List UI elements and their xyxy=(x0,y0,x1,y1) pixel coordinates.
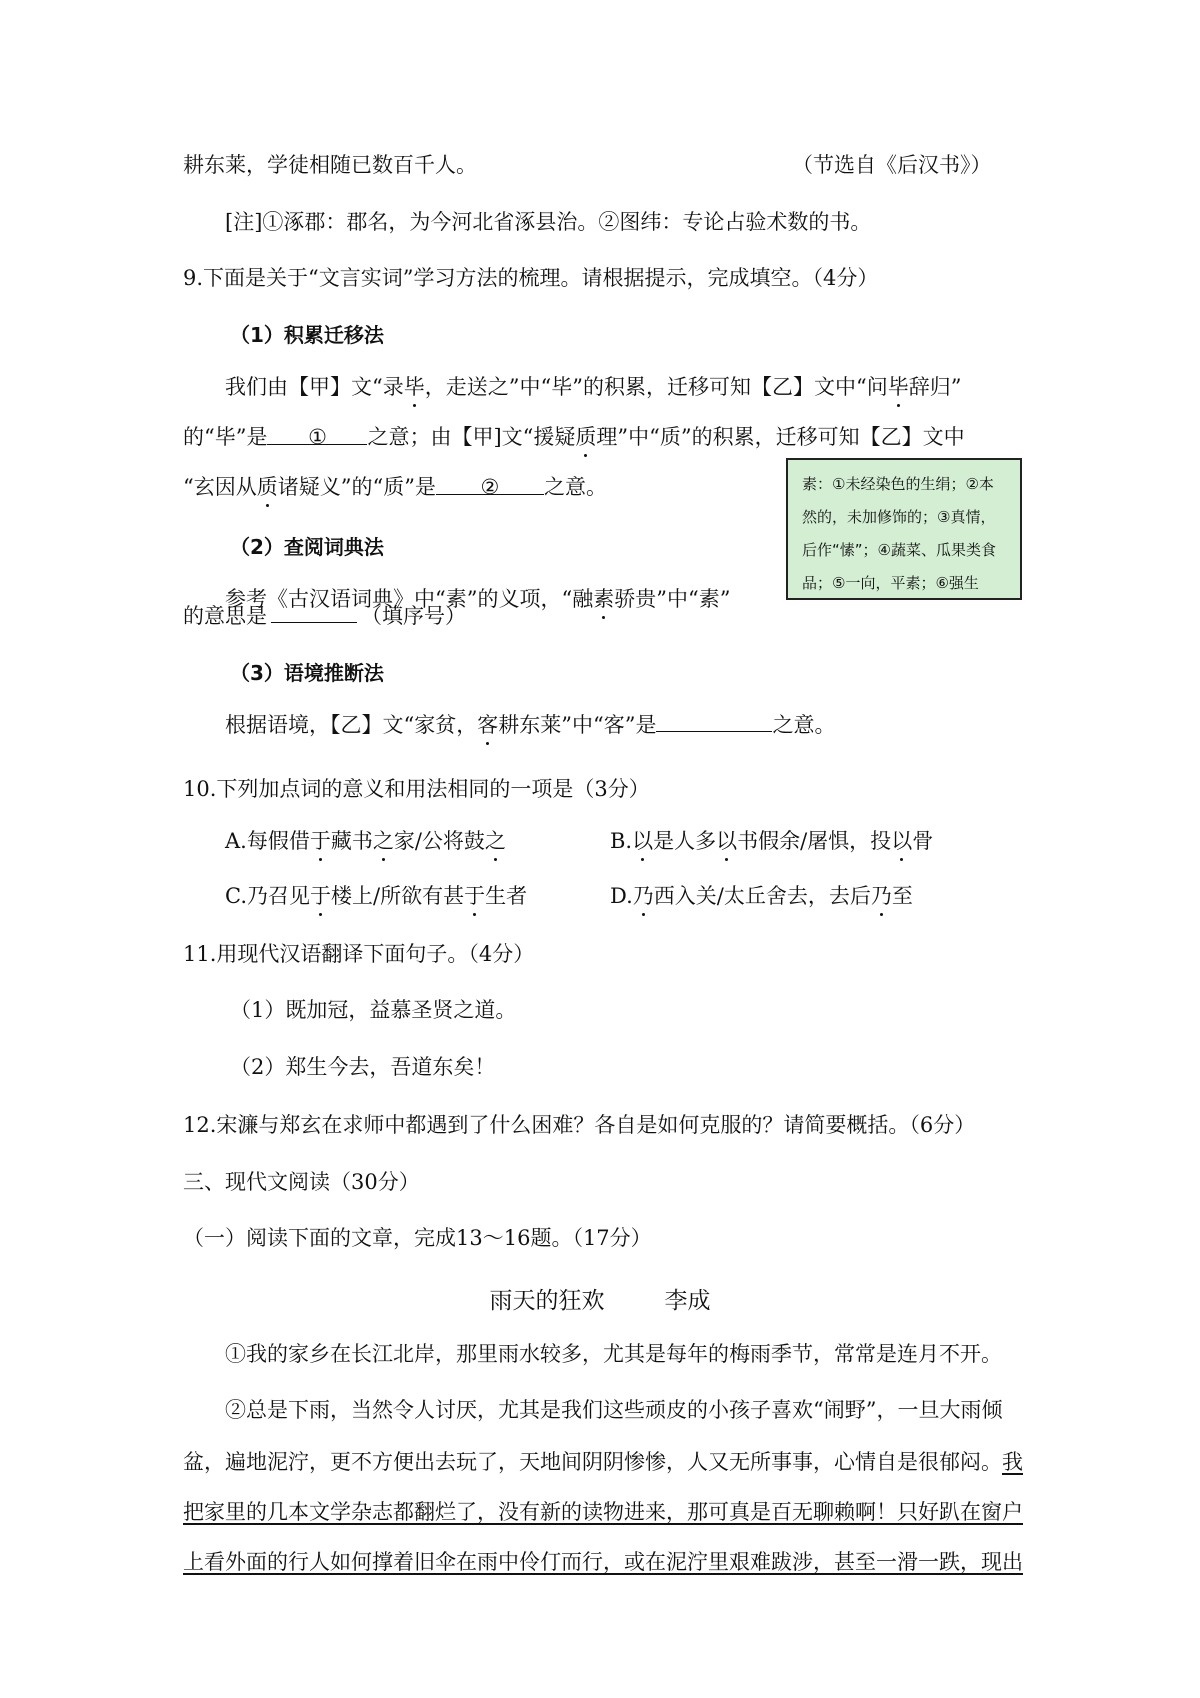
dictionary-entry-box: 素：①未经染色的生绢；②本然的，未加修饰的；③真情，后作“愫”；④蔬菜、瓜果类食品；⑤一向，平素；⑥强生 xyxy=(786,458,1022,600)
q9-method1-line3: “玄因从质诸疑义”的“质”是 ② 之意。 xyxy=(183,472,607,502)
article-paragraph-2-line1: ②总是下雨，当然令人讨厌，尤其是我们这些顽皮的小孩子喜欢“闹野”，一旦大雨倾 xyxy=(225,1398,1003,1422)
answer-blank-2[interactable]: ② xyxy=(436,472,544,495)
article-paragraph-2-line3: 把家里的几本文学杂志都翻烂了，没有新的读物进来，那可真是百无聊赖啊！只好趴在窗户 xyxy=(183,1500,1023,1524)
q9-method1-line2: 的“毕”是 ① 之意；由【甲]文“援疑质理”中“质”的积累，迁移可知【乙】文中 xyxy=(183,422,965,452)
article-title-line xyxy=(0,1282,1200,1315)
q12-prompt: 12.宋濂与郑玄在求师中都遇到了什么困难？各自是如何克服的？请简要概括。（6分） xyxy=(183,1113,976,1137)
answer-blank-4[interactable] xyxy=(656,709,772,732)
answer-blank-3[interactable] xyxy=(271,600,357,623)
source-citation: （节选自《后汉书》） xyxy=(792,153,992,177)
q10-option-a[interactable]: A.每假借于藏书之家/公将鼓之 xyxy=(225,826,506,856)
article-paragraph-1: ①我的家乡在长江北岸，那里雨水较多，尤其是每年的梅雨季节，常常是连月不开。 xyxy=(225,1342,1002,1366)
q11-prompt: 11.用现代汉语翻译下面句子。（4分） xyxy=(183,942,535,966)
q9-method1-heading: （1）积累迁移法 xyxy=(230,323,384,347)
q9-method2-line2: 的意思是 （填序号） xyxy=(183,600,466,631)
q9-method3-heading: （3）语境推断法 xyxy=(230,661,384,685)
article-paragraph-2-line4: 上看外面的行人如何撑着旧伞在雨中伶仃而行，或在泥泞里艰难跋涉，甚至一滑一跌，现出 xyxy=(183,1550,1023,1574)
article-author: 李成 xyxy=(664,1288,711,1314)
q10-option-d[interactable]: D.乃西入关/太丘舍去，去后乃至 xyxy=(610,881,913,911)
answer-blank-1[interactable]: ① xyxy=(267,422,367,445)
q9-method2-heading: （2）查阅词典法 xyxy=(230,535,384,559)
q9-method1-line1: 我们由【甲】文“录毕，走送之”中“毕”的积累，迁移可知【乙】文中“问毕辞归” xyxy=(225,372,961,402)
q10-option-b[interactable]: B.以是人多以书假余/屠惧，投以骨 xyxy=(610,826,933,856)
section3-subheading: （一）阅读下面的文章，完成13～16题。（17分） xyxy=(183,1226,652,1250)
section3-heading: 三、现代文阅读（30分） xyxy=(183,1170,420,1194)
q9-method3-line1: 根据语境，【乙】文“家贫，客耕东莱”中“客”是 之意。 xyxy=(225,709,835,740)
q11-sentence-2: （2）郑生今去，吾道东矣！ xyxy=(230,1055,496,1079)
q9-method2-line1: 参考《古汉语词典》中“素”的义项，“融素骄贵”中“素” xyxy=(225,584,730,614)
q10-prompt: 10.下列加点词的意义和用法相同的一项是（3分） xyxy=(183,777,650,801)
source-note: [注]①涿郡：郡名，为今河北省涿县治。②图纬：专论占验术数的书。 xyxy=(225,210,872,234)
article-paragraph-2-line2: 盆，遍地泥泞，更不方便出去玩了，天地间阴阴惨惨，人又无所事事，心情自是很郁闷。我 xyxy=(183,1450,1023,1474)
q9-prompt: 9.下面是关于“文言实词”学习方法的梳理。请根据提示，完成填空。（4分） xyxy=(183,266,879,290)
source-text-line: 耕东莱，学徒相随已数百千人。 xyxy=(183,153,477,177)
q11-sentence-1: （1）既加冠，益慕圣贤之道。 xyxy=(230,998,517,1022)
article-title: 雨天的狂欢 xyxy=(489,1288,605,1314)
q10-option-c[interactable]: C.乃召见于楼上/所欲有甚于生者 xyxy=(225,881,527,911)
